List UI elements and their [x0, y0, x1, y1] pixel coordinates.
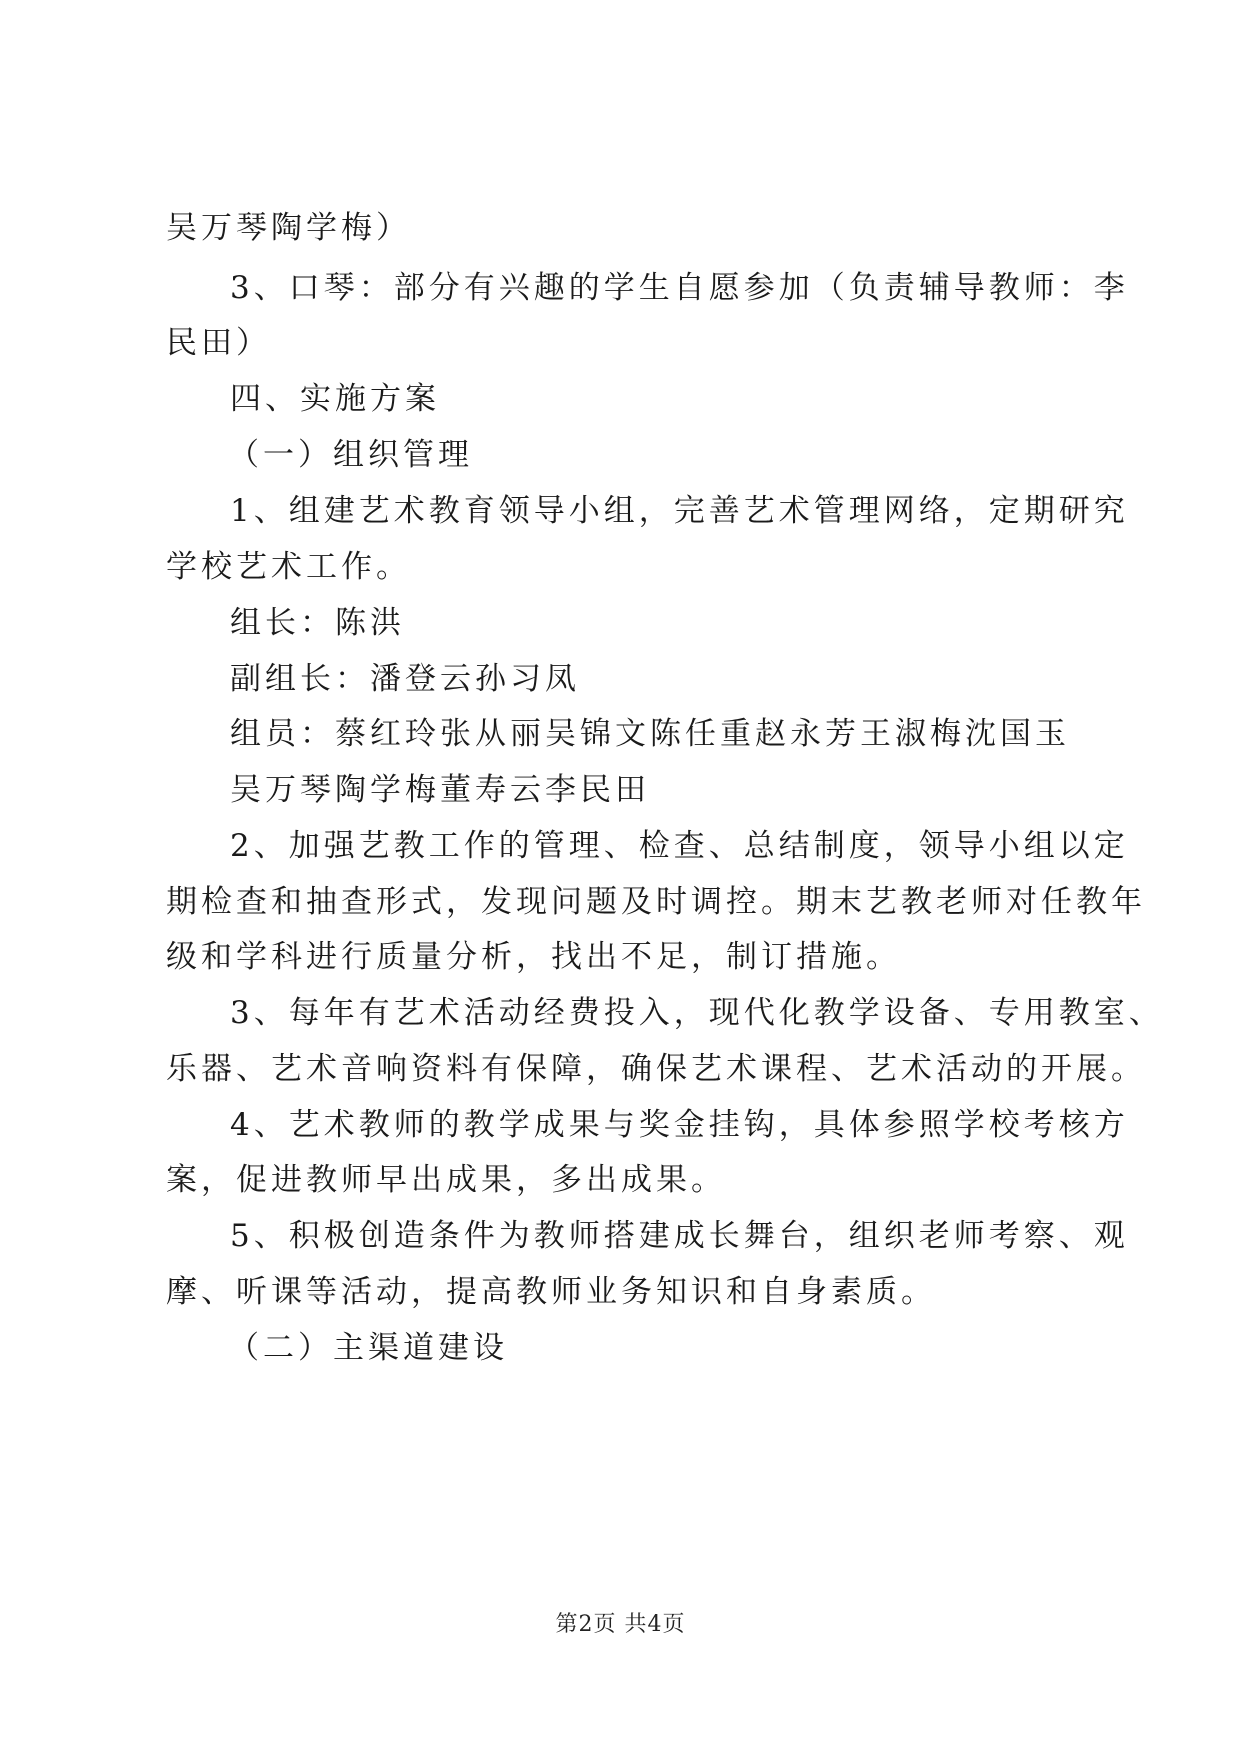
- section-heading: 四、实施方案: [230, 381, 440, 417]
- text-line: 2、加强艺教工作的管理、检查、总结制度，领导小组以定: [230, 828, 1129, 864]
- text-line: 期检查和抽查形式，发现问题及时调控。期末艺教老师对任教年: [166, 884, 1146, 920]
- text-line: 吴万琴陶学梅）: [166, 210, 411, 246]
- text-line: 乐器、艺术音响资料有保障，确保艺术课程、艺术活动的开展。: [166, 1051, 1146, 1087]
- text-line: 5、积极创造条件为教师搭建成长舞台，组织老师考察、观: [230, 1218, 1129, 1254]
- text-line: 1、组建艺术教育领导小组，完善艺术管理网络，定期研究: [230, 493, 1129, 529]
- text-line: 案，促进教师早出成果，多出成果。: [166, 1162, 726, 1198]
- text-line: 组长：陈洪: [230, 605, 405, 641]
- text-line: 吴万琴陶学梅董寿云李民田: [230, 772, 650, 808]
- text-line: 学校艺术工作。: [166, 549, 411, 585]
- text-line: 3、口琴：部分有兴趣的学生自愿参加（负责辅导教师：李: [230, 270, 1129, 306]
- subsection-heading: （二）主渠道建设: [228, 1330, 508, 1366]
- text-line: 级和学科进行质量分析，找出不足，制订措施。: [166, 939, 901, 975]
- page-footer: 第2页 共4页: [555, 1612, 686, 1637]
- text-line: 3、每年有艺术活动经费投入，现代化教学设备、专用教室、: [230, 995, 1164, 1031]
- subsection-heading: （一）组织管理: [228, 437, 473, 473]
- text-line: 民田）: [166, 325, 271, 361]
- text-line: 副组长：潘登云孙习凤: [230, 661, 580, 697]
- text-line: 组员：蔡红玲张从丽吴锦文陈任重赵永芳王淑梅沈国玉: [230, 716, 1070, 752]
- text-line: 4、艺术教师的教学成果与奖金挂钩，具体参照学校考核方: [230, 1107, 1129, 1143]
- text-line: 摩、听课等活动，提高教师业务知识和自身素质。: [166, 1274, 936, 1310]
